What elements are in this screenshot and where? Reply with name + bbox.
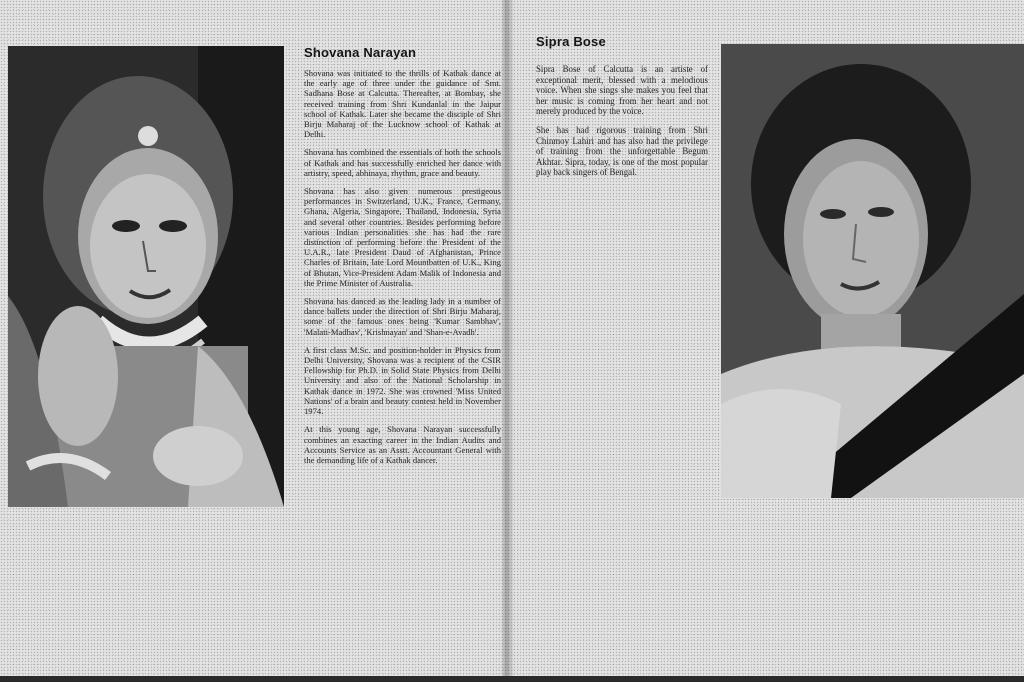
singer-bio-paragraph: She has had rigorous training from Shri Chinmoy Lahiri and has also had the privilege of training from the unforgettable Begum Akhtar. Sipra, today, is one of the most popular play back singers of Bengal. bbox=[536, 124, 708, 178]
left-page bbox=[0, 0, 506, 682]
singer-portrait-photo bbox=[721, 44, 1024, 498]
dancer-bio-paragraph: Shovana has also given numerous prestigeous performances in Switzerland, U.K., France, Germany, Ghana, Algeria, Singapore, Thailand, Indonesia, Syria and several other countries. Besides performing before various Indian personalities she has had the rare distinction of performing before the President of the U.A.R., late President Daud of Afghanistan, Prince Charles of Britain, late Lord Mountbatten of U.K., King of Bhutan, Vice-President Adam Malik of Indonesia and the Prime Minister of Australia. bbox=[304, 186, 501, 288]
dancer-bio-paragraph: At this young age, Shovana Narayan successfully combines an exacting career in the Indian Audits and Accounts Service as an Asstt. Accountant General with the demanding life of a Kathak dancer. bbox=[304, 424, 501, 465]
dancer-portrait-illustration bbox=[8, 46, 284, 507]
singer-bio-paragraph: Sipra Bose of Calcutta is an artiste of exceptional merit, blessed with a melodious voice. When she sings she makes you feel that her music is coming from her heart and not merely produced by the voice. bbox=[536, 64, 708, 117]
dancer-bio-paragraph: A first class M.Sc. and position-holder in Physics from Delhi University, Shovana was a recipient of the CSIR Fellowship for Ph.D. in Solid State Physics from Delhi University and also of the National Scholarship in Kathak dance in 1972. She was crowned 'Miss United Nations' of a brain and beauty contest held in November 1974. bbox=[304, 344, 501, 417]
dancer-bio-paragraph: Shovana was initiated to the thrills of Kathak dance at the early age of three under the guidance of Smt. Sadhana Bose at Calcutta. Thereafter, at Bombay, she received training from Shri Kundanlal in the Jaipur school of Kathak. Later she became the disciple of Shri Birju Maharaj of the Lucknow school of Kathak at Delhi. bbox=[304, 68, 501, 140]
singer-portrait-illustration bbox=[721, 44, 1024, 498]
dancer-biography bbox=[304, 68, 501, 473]
dancer-name-heading: Shovana Narayan bbox=[304, 45, 417, 60]
dancer-bio-paragraph: Shovana has danced as the leading lady in a number of dance ballets under the direction of Shri Birju Maharaj, some of the famous ones being 'Kumar Sambhav', 'Malati-Madhav', 'Krishnayan' and 'Shan-e-Avadh'. bbox=[304, 296, 501, 337]
dancer-portrait-photo bbox=[8, 46, 284, 507]
singer-biography bbox=[536, 64, 708, 186]
singer-name-heading: Sipra Bose bbox=[536, 34, 606, 49]
scan-bottom-edge bbox=[0, 676, 1024, 682]
dancer-bio-paragraph: Shovana has combined the essentials of both the schools of Kathak and has successfully enriched her dance with artistry, speed, abhinaya, rhythm, grace and beauty. bbox=[304, 147, 501, 178]
right-page bbox=[510, 0, 1024, 682]
